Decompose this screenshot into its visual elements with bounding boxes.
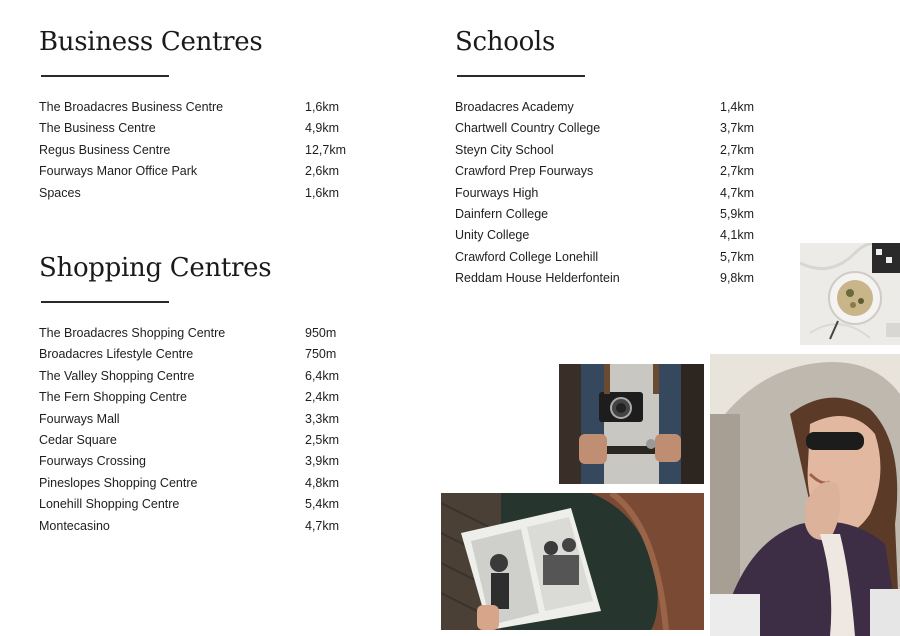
place-name: Fourways Crossing <box>39 454 146 469</box>
business-centres-section <box>39 26 346 204</box>
list-item <box>39 118 340 139</box>
shopping-centres-title: Shopping Centres <box>39 253 272 283</box>
place-name: Crawford College Lonehill <box>455 249 599 264</box>
distance-value: 2,5km <box>305 432 340 447</box>
list-item <box>39 430 340 451</box>
distance-value: 5,7km <box>720 249 755 264</box>
title-underline <box>457 75 585 77</box>
woman-sunglasses-photo <box>710 354 900 636</box>
list-item <box>455 204 755 225</box>
shopping-centres-list <box>39 323 340 537</box>
place-name: Fourways Manor Office Park <box>39 164 198 179</box>
list-item <box>39 387 340 408</box>
distance-value: 4,9km <box>305 121 340 136</box>
distance-value: 950m <box>305 326 337 340</box>
distance-value: 12,7km <box>305 142 346 157</box>
food-bowl-photo <box>800 243 900 345</box>
shopping-centres-section <box>39 252 340 537</box>
schools-list <box>455 97 755 290</box>
distance-value: 2,7km <box>720 164 755 179</box>
list-item <box>39 473 340 494</box>
distance-value: 2,6km <box>305 164 340 179</box>
place-name: The Business Centre <box>39 121 156 136</box>
distance-value: 2,7km <box>720 142 755 157</box>
list-item <box>39 161 340 182</box>
distance-value: 1,4km <box>720 100 755 114</box>
place-name: Fourways Mall <box>39 411 120 426</box>
magazine-photo <box>441 493 704 630</box>
place-name: Dainfern College <box>455 206 549 221</box>
list-item <box>39 97 340 118</box>
list-item <box>39 183 340 204</box>
place-name: Cedar Square <box>39 432 117 447</box>
list-item <box>455 183 755 204</box>
distance-value: 4,7km <box>305 518 340 533</box>
distance-value: 4,7km <box>720 185 755 200</box>
place-name: Steyn City School <box>455 142 554 157</box>
place-name: The Broadacres Business Centre <box>39 100 224 114</box>
business-centres-list <box>39 97 346 204</box>
list-item <box>455 118 755 139</box>
place-name: Chartwell Country College <box>455 121 601 136</box>
list-item <box>455 140 755 161</box>
distance-value: 5,4km <box>305 497 340 512</box>
place-name: Broadacres Lifestyle Centre <box>39 347 194 362</box>
distance-value: 5,9km <box>720 206 755 221</box>
list-item <box>455 247 755 268</box>
place-name: Reddam House Helderfontein <box>455 271 620 286</box>
list-item <box>39 516 340 537</box>
distance-value: 3,9km <box>305 454 340 469</box>
list-item <box>39 494 340 515</box>
place-name: Broadacres Academy <box>455 100 574 114</box>
distance-value: 4,8km <box>305 475 340 490</box>
schools-title: Schools <box>455 27 555 57</box>
list-item <box>39 140 346 161</box>
distance-value: 750m <box>305 347 337 362</box>
place-name: Fourways High <box>455 185 539 200</box>
place-name: Spaces <box>39 185 81 200</box>
distance-value: 3,3km <box>305 411 340 426</box>
list-item <box>39 323 337 344</box>
list-item <box>455 97 755 118</box>
title-underline <box>41 301 169 303</box>
list-item <box>39 451 340 472</box>
distance-value: 6,4km <box>305 368 340 383</box>
distance-value: 9,8km <box>720 271 755 286</box>
distance-value: 3,7km <box>720 121 755 136</box>
list-item <box>455 225 755 246</box>
list-item <box>39 409 340 430</box>
place-name: Lonehill Shopping Centre <box>39 497 180 512</box>
title-underline <box>41 75 169 77</box>
camera-photo <box>559 364 704 484</box>
list-item <box>455 268 755 289</box>
place-name: The Valley Shopping Centre <box>39 368 195 383</box>
list-item <box>455 161 755 182</box>
place-name: Crawford Prep Fourways <box>455 164 594 179</box>
place-name: Unity College <box>455 228 530 243</box>
distance-value: 1,6km <box>305 100 340 114</box>
distance-value: 4,1km <box>720 228 755 243</box>
place-name: Regus Business Centre <box>39 142 171 157</box>
schools-section <box>455 26 755 290</box>
list-item <box>39 344 337 365</box>
place-name: Pineslopes Shopping Centre <box>39 475 198 490</box>
place-name: Montecasino <box>39 518 110 533</box>
business-centres-title: Business Centres <box>39 27 263 57</box>
distance-value: 1,6km <box>305 185 340 200</box>
place-name: The Fern Shopping Centre <box>39 390 188 405</box>
list-item <box>39 366 340 387</box>
place-name: The Broadacres Shopping Centre <box>39 326 226 340</box>
distance-value: 2,4km <box>305 390 340 405</box>
